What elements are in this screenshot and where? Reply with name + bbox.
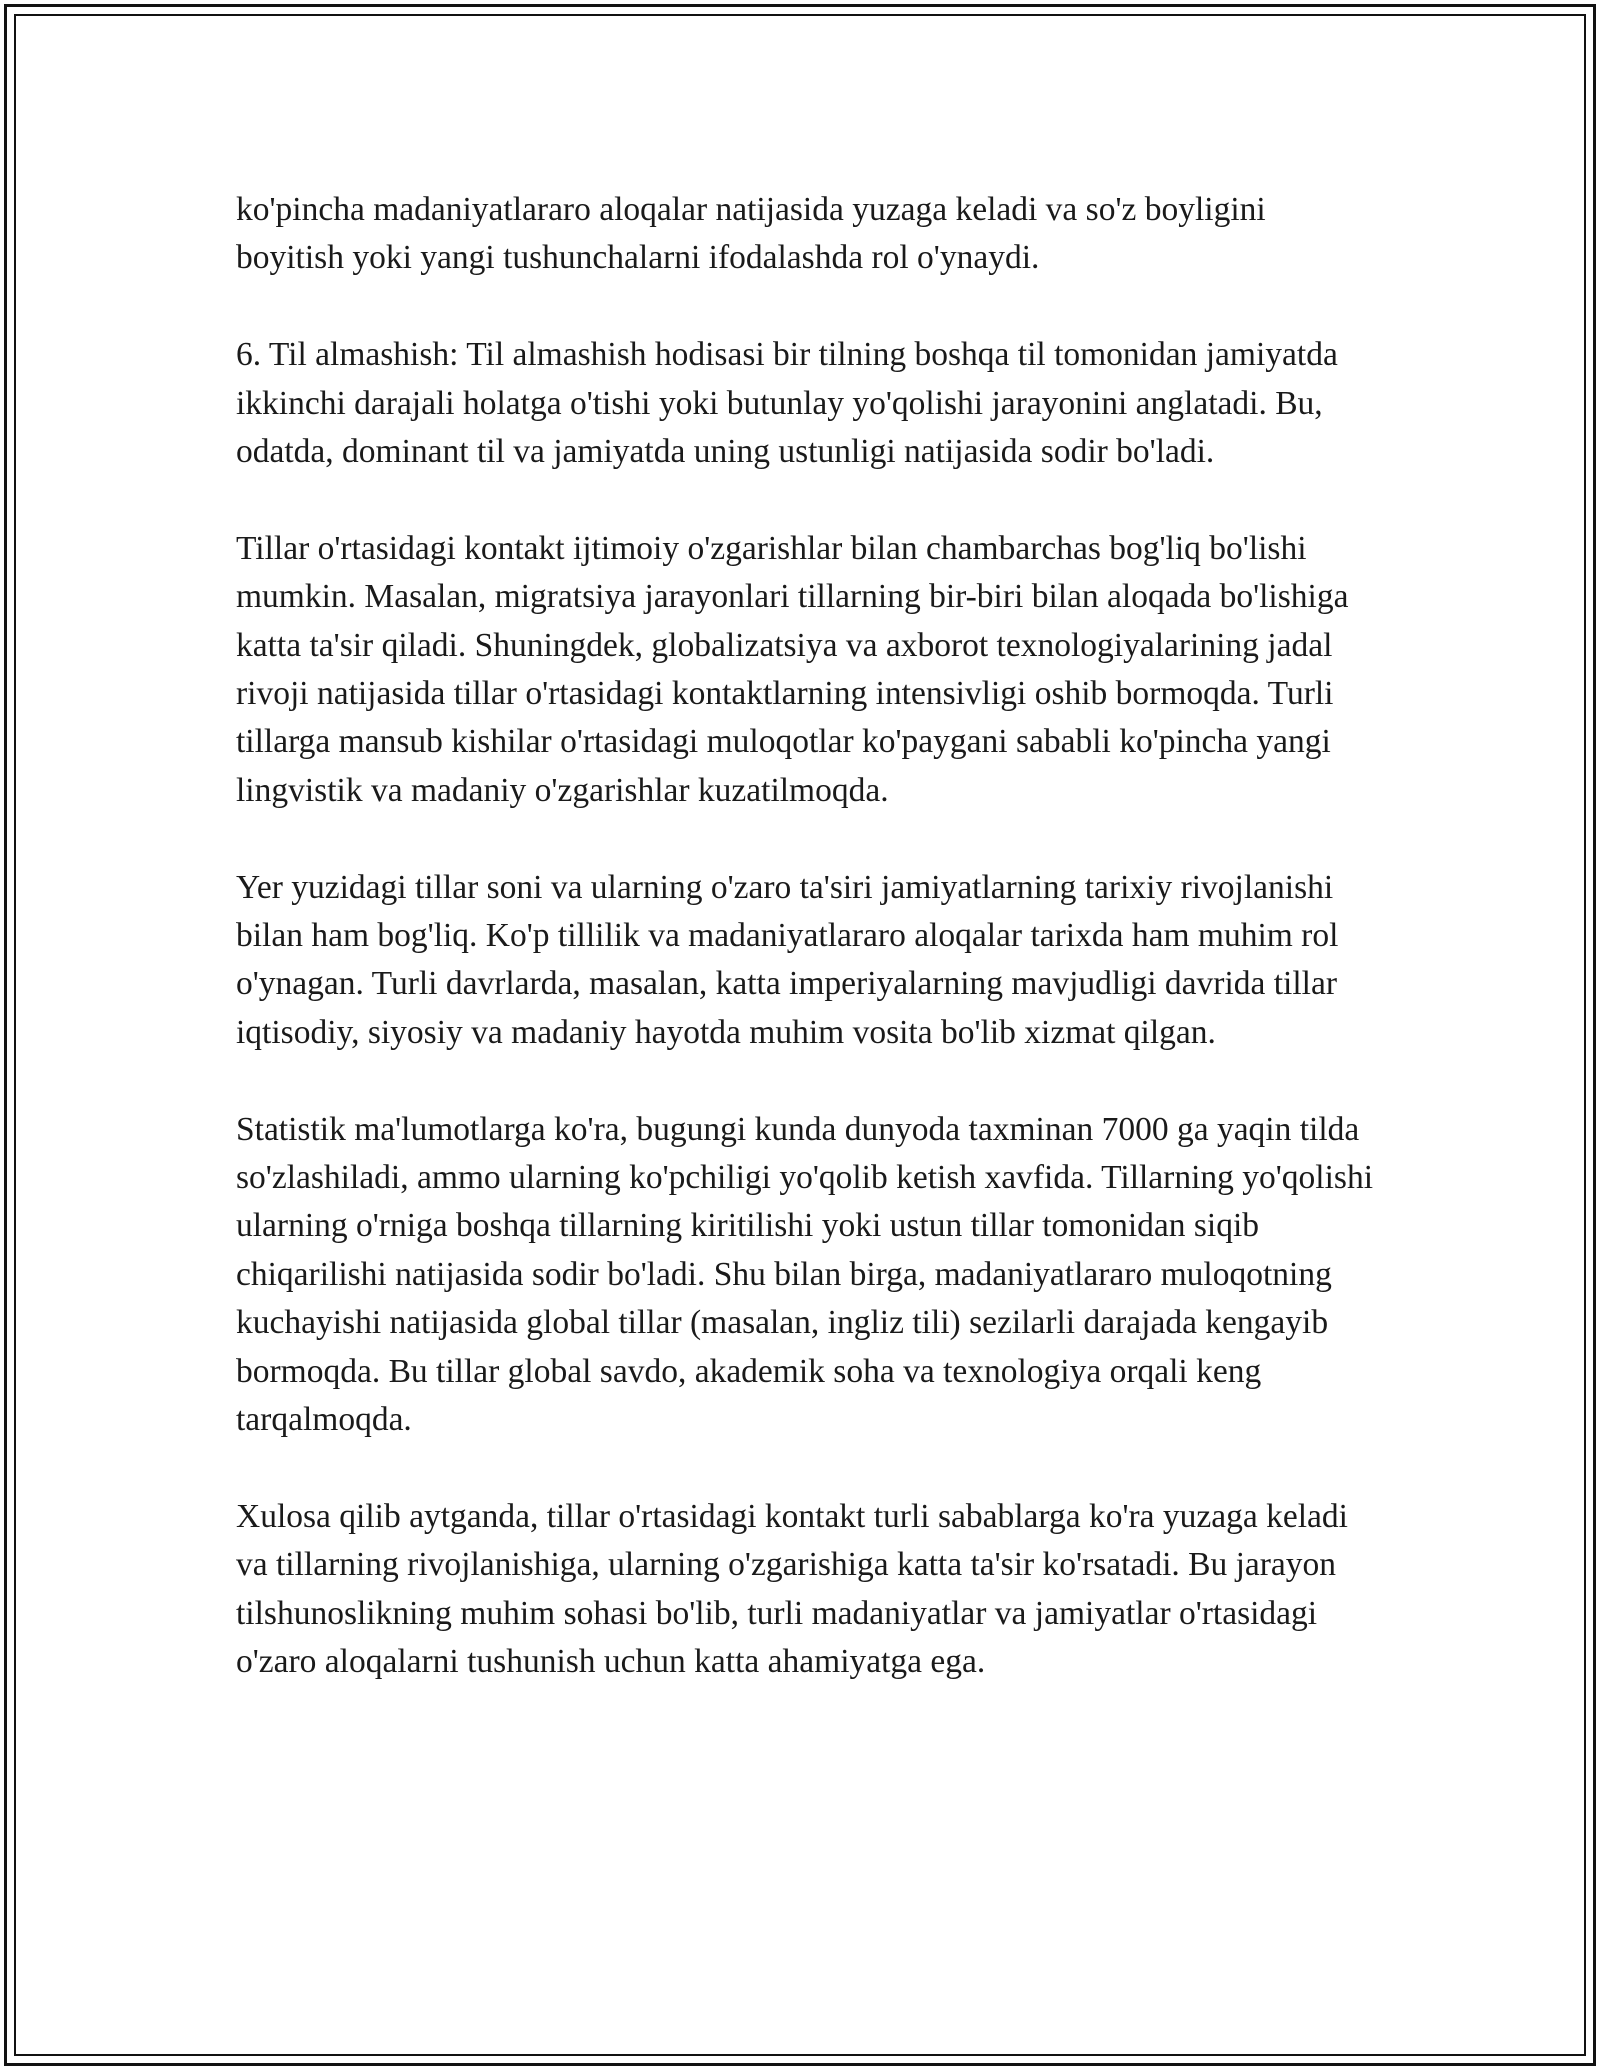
document-body [236, 186, 1376, 1687]
paragraph-statistik: Statistik ma'lumotlarga ko'ra, bugungi kunda dunyoda taxminan 7000 ga yaqin tilda so'zlashiladi, ammo ularning ko'pchiligi yo'qolib ketish xavfida. Tillarning yo'qolishi ularning o'rniga boshqa tillarning kiritilishi yoki ustun tillar tomonidan siqib chiqarilishi natijasida sodir bo'ladi. Shu bilan birga, madaniyatlararo muloqotning kuchayishi natijasida global tillar (masalan, ingliz tili) sezilarli darajada kengayib bormoqda. Bu tillar global savdo, akademik soha va texnologiya orqali keng tarqalmoqda. [236, 1110, 1374, 1439]
paragraph-til-almashish: 6. Til almashish: Til almashish hodisasi bir tilning boshqa til tomonidan jamiyatda ikkinchi darajali holatga o'tishi yoki butunlay yo'qolishi jarayonini anglatadi. Bu, odatda, dominant til va jamiyatda uning ustunligi natijasida sodir bo'ladi. [236, 336, 1338, 471]
paragraph-yer-yuzidagi-tillar: Yer yuzidagi tillar soni va ularning o'zaro ta'siri jamiyatlarning tarixiy rivojlanishi bilan ham bog'liq. Ko'p tillilik va madaniyatlararo aloqalar tarixda ham muhim rol o'ynagan. Turli davrlarda, masalan, katta imperiyalarning mavjudligi davrida tillar iqtisodiy, siyosiy va madaniy hayotda muhim vosita bo'lib xizmat qilgan. [236, 868, 1339, 1051]
paragraph-tillar-kontakt: Tillar o'rtasidagi kontakt ijtimoiy o'zgarishlar bilan chambarchas bog'liq bo'lishi mumkin. Masalan, migratsiya jarayonlari tillarning bir-biri bilan aloqada bo'lishiga katta ta'sir qiladi. Shuningdek, globalizatsiya va axborot texnologiyalarining jadal rivoji natijasida tillar o'rtasidagi kontaktlarning intensivligi oshib bormoqda. Turli tillarga mansub kishilar o'rtasidagi muloqotlar ko'paygani sababli ko'pincha yangi lingvistik va madaniy o'zgarishlar kuzatilmoqda. [236, 529, 1349, 809]
paragraph-xulosa: Xulosa qilib aytganda, tillar o'rtasidagi kontakt turli sabablarga ko'ra yuzaga keladi va tillarning rivojlanishiga, ularning o'zgarishiga katta ta'sir ko'rsatadi. Bu jarayon tilshunoslikning muhim sohasi bo'lib, turli madaniyatlar va jamiyatlar o'rtasidagi o'zaro aloqalarni tushunish uchun katta ahamiyatga ega. [236, 1497, 1348, 1681]
paragraph-continuation: ko'pincha madaniyatlararo aloqalar natijasida yuzaga keladi va so'z boyligini boyitish yoki yangi tushunchalarni ifodalashda rol o'ynaydi. [236, 191, 1266, 277]
